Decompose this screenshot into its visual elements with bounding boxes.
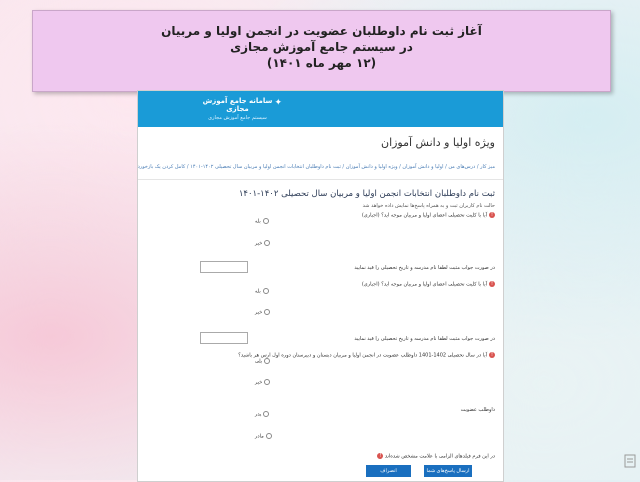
radio-icon[interactable] (264, 379, 270, 385)
question-3-label: !آیا با کلیت تحصیلی اعضای اولیا و مربیان موجه اید؟ (اجباری) (361, 281, 493, 288)
logo-title: سامانه جامع آموزش مجازی (202, 97, 273, 113)
school-name-input-2[interactable] (200, 332, 248, 344)
option-no-2[interactable]: خیر (255, 309, 270, 316)
option-yes-3[interactable]: بلی (255, 358, 270, 365)
radio-icon[interactable] (266, 433, 272, 439)
logo-subtitle: سیستم جامع آموزش مجازی (208, 115, 267, 121)
required-icon: ! (490, 212, 493, 218)
radio-icon[interactable] (263, 411, 269, 417)
required-icon: ! (490, 281, 493, 287)
breadcrumb: میز کار / درس‌های من / اولیا و دانش آموزان / ویژه اولیا و دانش آموزان / ثبت نام داوطلبان انتخابات انجمن اولیا و مربیان سال تحصیلی ۱۴۰۲-۱۴۰۱ / کامل کردن یک بازخورد (138, 164, 495, 170)
option-yes-2[interactable]: بله (255, 288, 269, 295)
question-2-label: در صورت جواب مثبت لطفا نام مدرسه و تاریخ تحصیلی را قید نمایید (354, 265, 495, 271)
form-note: حالت نام کاربران ثبت و به همراه پاسخ‌ها نمایش داده خواهد شد (362, 203, 495, 209)
radio-icon[interactable] (263, 218, 269, 224)
announcement-banner (32, 10, 611, 92)
submit-button[interactable]: ارسال پاسخ‌های شما (424, 465, 472, 477)
question-5-label: !آیا در سال تحصیلی 1402-1401 داوطلب عضویت در انجمن اولیا و مربیان دبستان و دبیرستان دوره اول ارس هر باشید؟ (238, 352, 493, 359)
radio-icon[interactable] (264, 358, 270, 364)
breadcrumb-item[interactable]: ویژه اولیا و دانش آموزان (345, 164, 398, 170)
question-6-label: داوطلب عضویت (460, 407, 495, 413)
school-name-input-1[interactable] (200, 261, 248, 273)
breadcrumb-item[interactable]: اولیا و دانش آموزان (402, 164, 444, 170)
cancel-button[interactable]: انصراف (366, 465, 411, 477)
breadcrumb-item: کامل کردن یک بازخورد (138, 164, 186, 170)
option-no-1[interactable]: خیر (255, 240, 270, 247)
radio-icon[interactable] (264, 240, 270, 246)
banner-line-3: (۱۲ مهر ماه ۱۴۰۱) (266, 56, 377, 70)
breadcrumb-item[interactable]: ثبت نام داوطلبان انتخابات انجمن اولیا و مربیان سال تحصیلی ۱۴۰۲-۱۴۰۱ (190, 164, 341, 170)
option-yes-1[interactable]: بله (255, 218, 269, 225)
logo-emblem-icon: ✦ (274, 98, 282, 108)
form-title: ثبت نام داوطلبان انتخابات انجمن اولیا و مربیان سال تحصیلی ۱۴۰۲-۱۴۰۱ (238, 189, 495, 199)
question-4-label: در صورت جواب مثبت لطفا نام مدرسه و تاریخ تحصیلی را قید نمایید (354, 336, 495, 342)
option-father[interactable]: پدر (255, 411, 269, 418)
site-header (138, 91, 503, 127)
lms-screenshot (137, 90, 504, 482)
breadcrumb-item[interactable]: درس‌های من (448, 164, 476, 170)
option-mother[interactable]: مادر (255, 433, 272, 440)
question-1-label: !آیا با کلیت تحصیلی اعضای اولیا و مربیان موجه اید؟ (اجباری) (361, 212, 493, 219)
breadcrumb-item[interactable]: میز کار (480, 164, 495, 170)
page-title: ویژه اولیا و دانش آموزان (380, 136, 495, 149)
option-no-3[interactable]: خیر (255, 379, 270, 386)
radio-icon[interactable] (264, 309, 270, 315)
required-icon: ! (490, 352, 493, 358)
banner-line-1: آغاز ثبت نام داوطلبان عضویت در انجمن اولیا و مربیان (161, 24, 482, 38)
radio-icon[interactable] (263, 288, 269, 294)
corner-decoration-icon (624, 454, 636, 468)
site-logo[interactable] (195, 93, 280, 122)
required-icon: ! (379, 453, 382, 459)
required-fields-note: در این فرم فیلدهای الزامی با علامت مشخص شده‌اند ! (379, 453, 495, 460)
banner-line-2: در سیستم جامع آموزش مجازی (230, 40, 413, 54)
